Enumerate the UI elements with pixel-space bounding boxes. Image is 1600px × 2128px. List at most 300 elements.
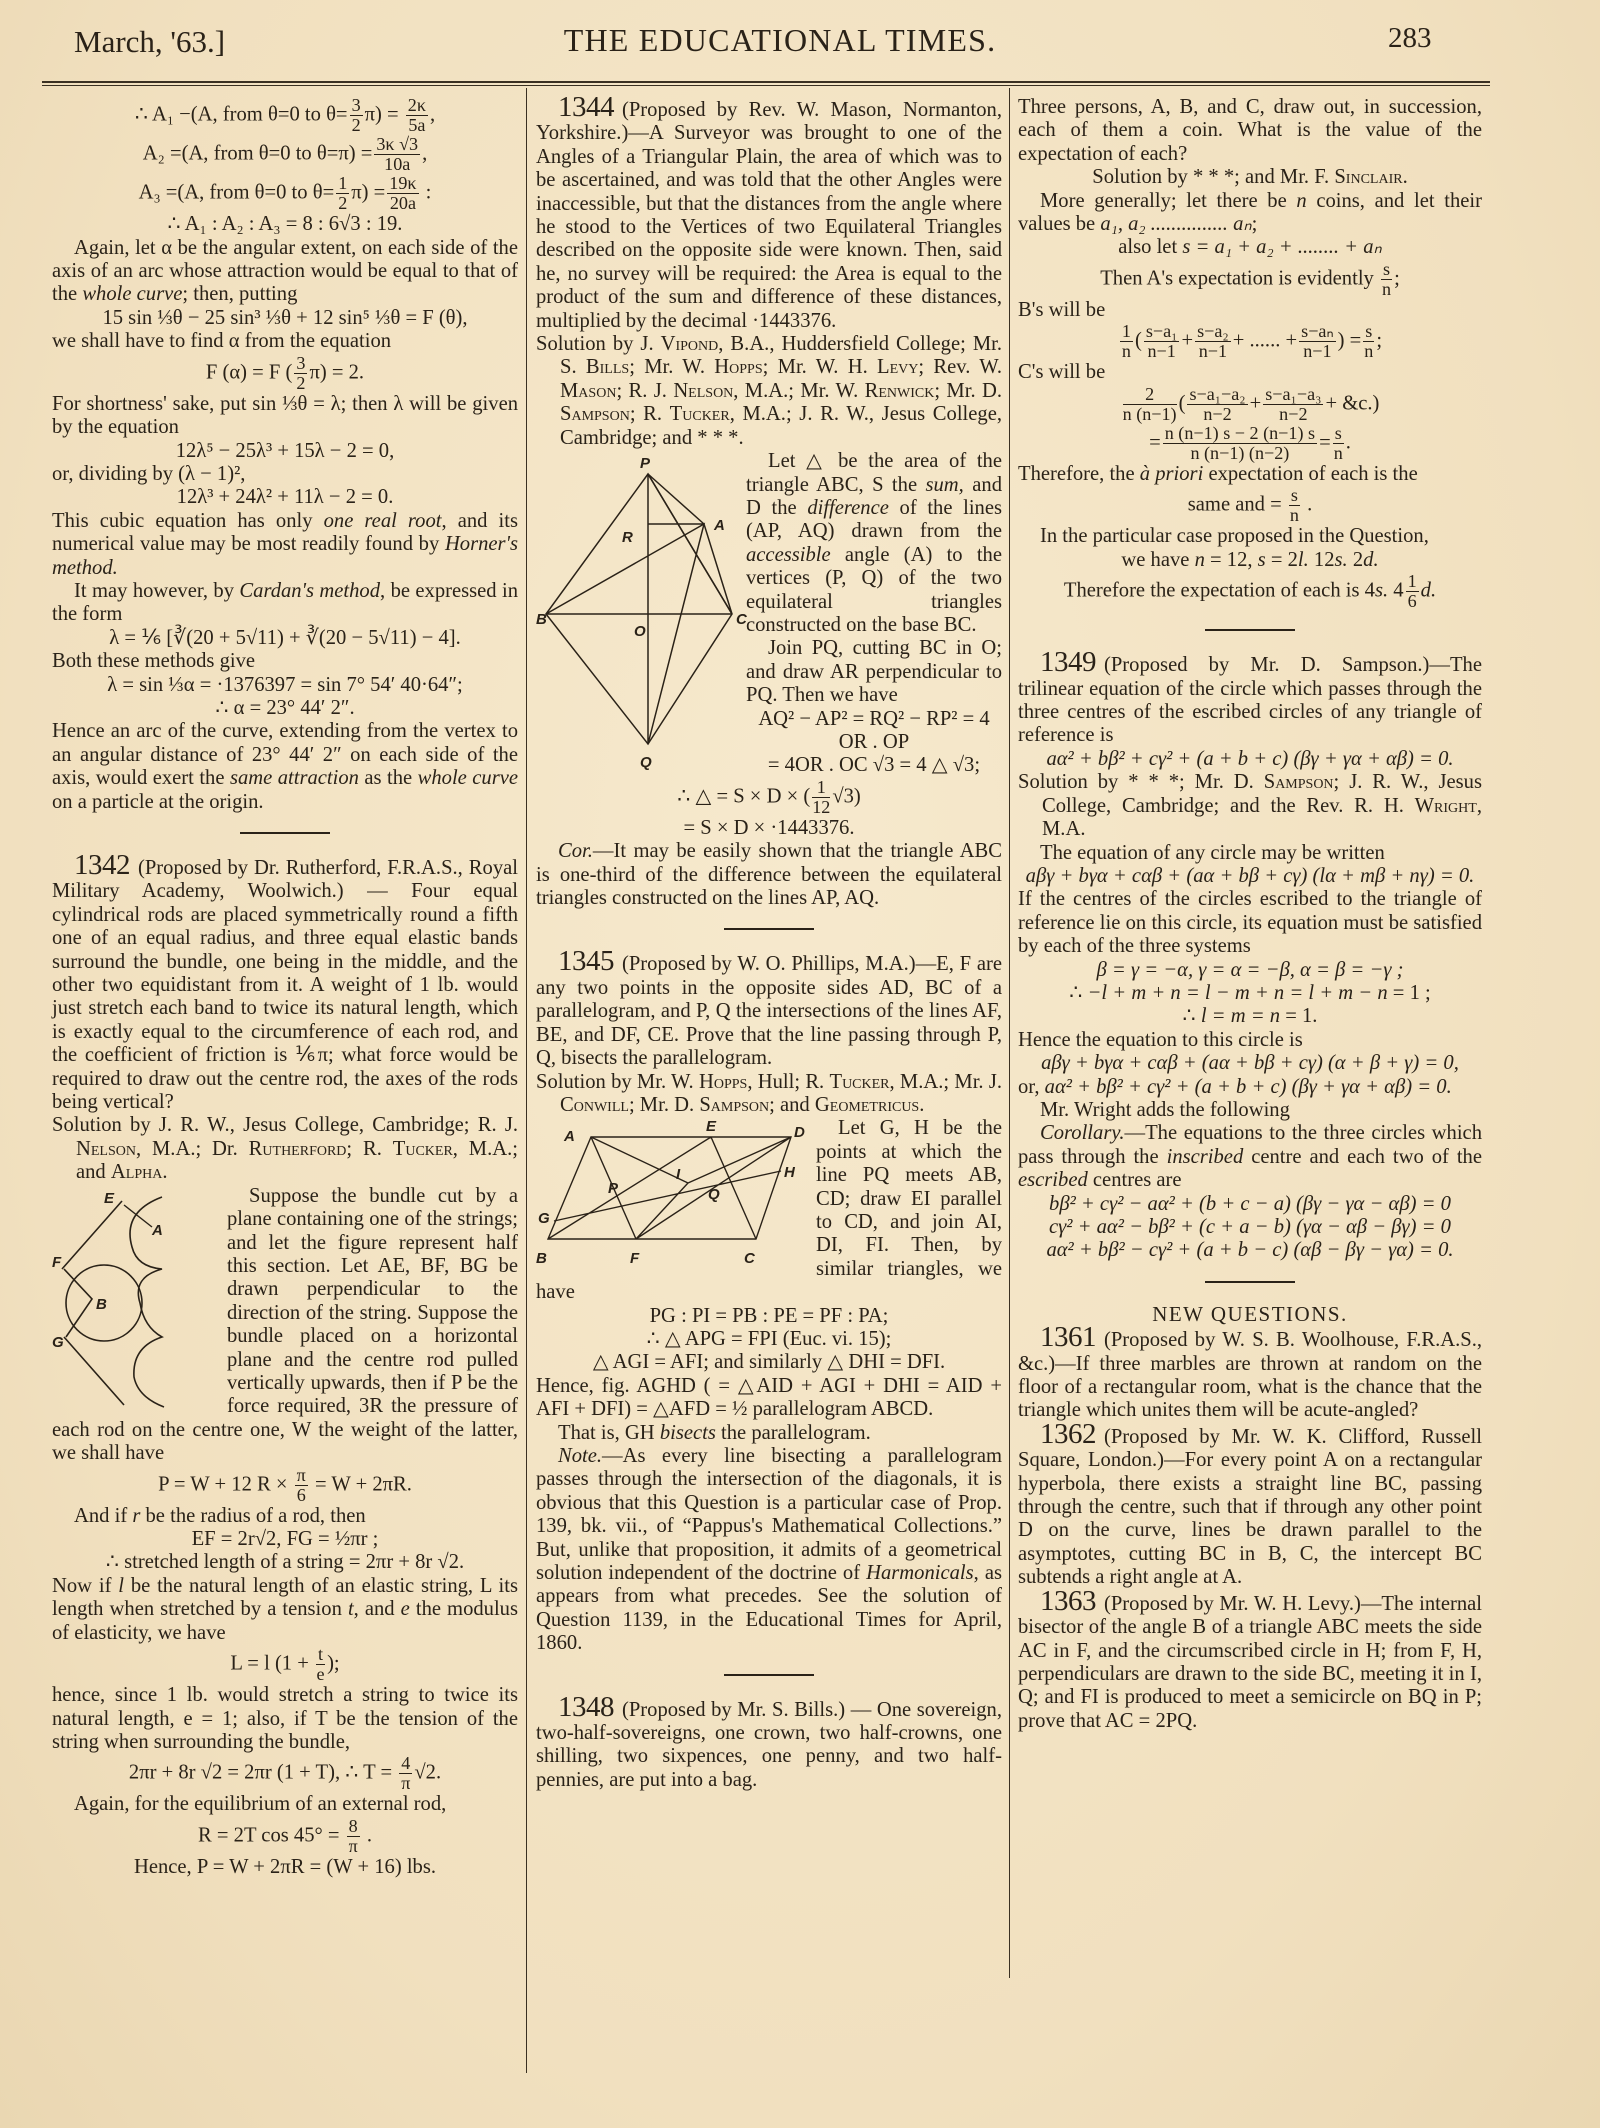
- text-run: , Hull; R.: [747, 1070, 830, 1093]
- small-caps-name: Nelson: [76, 1137, 136, 1160]
- question-1342: [52, 849, 518, 1114]
- equation: [52, 627, 518, 650]
- equation: [52, 1466, 518, 1505]
- paragraph: [1018, 842, 1482, 865]
- equation: [52, 1645, 518, 1684]
- fraction-denominator: n: [1382, 278, 1392, 299]
- fraction-denominator: n−1: [1147, 341, 1176, 362]
- equation: [536, 1305, 1002, 1328]
- small-caps-name: Tucker: [392, 1137, 453, 1160]
- text-run: ; R.: [629, 403, 670, 426]
- text-run: Now if: [52, 1574, 119, 1597]
- text-run: centre and each two of the: [1243, 1145, 1482, 1168]
- fraction-denominator: n (n−1): [1122, 403, 1177, 424]
- equation: [1018, 748, 1482, 771]
- figure-label: B: [536, 611, 547, 629]
- text-run: AQ² − AP² = RQ² − RP² = 4 OR . OP: [758, 707, 990, 753]
- fraction: [812, 778, 830, 817]
- fraction-numerator: s−a₁−a₂: [1189, 383, 1246, 404]
- figure-label: O: [634, 623, 646, 641]
- text-run: ; R.: [346, 1137, 393, 1160]
- paragraph: [536, 840, 1002, 910]
- figure-label: B: [96, 1295, 107, 1313]
- text-run: (Proposed by W. S. B. Woolhouse, F.R.A.S., &c.)—If three marbles are thrown at random on the floor of a rectangular room, what is the chance that the triangle which unites them will be acute-angled?: [1018, 1329, 1482, 1422]
- text-run: 4: [1388, 579, 1404, 602]
- question-number: 1363: [1040, 1584, 1096, 1617]
- fraction: [350, 96, 363, 135]
- fraction: [1289, 486, 1300, 525]
- fraction-denominator: n−2: [1279, 403, 1308, 424]
- equation: [52, 213, 518, 236]
- text-run: —It may be easily shown that the triangle ABC is one-third of the difference between the equilateral triangles constructed on the lines AP, AQ.: [536, 840, 1002, 910]
- issue-date: March, '63.]: [74, 24, 226, 59]
- fraction: [406, 96, 428, 135]
- fraction-numerator: 3κ √3: [376, 134, 419, 155]
- text-run: (Proposed by W. O. Phillips, M.A.)—E, F are any two points in the opposite sides AD, BC of a parallelogram, and P, Q the intersections of the lines AF, BE, and DF, CE. Prove that the line passing through P, Q, bisects the parallelogram.: [536, 953, 1002, 1070]
- page-number: 283: [1388, 22, 1432, 54]
- paragraph: [1018, 1076, 1482, 1099]
- question-1348: [536, 1690, 1002, 1793]
- text-run: = 1.: [1280, 1005, 1318, 1028]
- text-run: .: [919, 1093, 925, 1116]
- fraction: [387, 174, 418, 213]
- fraction-numerator: 2: [1123, 385, 1177, 405]
- italic-text: aα² + bβ² − cγ² + (a + b − c) (αβ − βγ − γα) = 0.: [1046, 1239, 1454, 1262]
- fraction-denominator: n−1: [1198, 341, 1228, 362]
- figure-label: R: [622, 529, 633, 547]
- fraction-denominator: 2: [296, 372, 306, 393]
- small-caps-name: Conwill: [560, 1093, 629, 1116]
- italic-text: Cardan's method: [239, 579, 381, 602]
- equation: [1018, 166, 1482, 189]
- italic-text: aα² + bβ² + cγ² + (a + b + c) (βγ + γα + αβ) = 0.: [1044, 1075, 1452, 1098]
- equation: [1018, 1216, 1482, 1239]
- text-run: λ = sin ⅓α = ·1376397 = sin 7° 54′ 40·64″;: [107, 673, 463, 696]
- text-run: );: [327, 1652, 340, 1675]
- fraction: [1187, 385, 1247, 424]
- text-run: = 2: [1265, 548, 1298, 571]
- figure-label: F: [630, 1250, 640, 1268]
- text-run: 2: [1347, 548, 1364, 571]
- text-run: or,: [1018, 1075, 1045, 1098]
- section-divider: [724, 1674, 814, 1676]
- fraction-numerator: s: [1290, 485, 1298, 506]
- figure-label: C: [736, 611, 747, 629]
- paragraph: [52, 330, 518, 353]
- fraction-denominator: 2: [338, 193, 348, 214]
- fraction-denominator: n: [1289, 505, 1299, 526]
- text-run: Therefore the expectation of each is 4: [1063, 579, 1375, 602]
- equation: [52, 486, 518, 509]
- italic-text: l: [118, 1574, 124, 1597]
- italic-text: escribed: [1018, 1169, 1088, 1192]
- italic-text: −l + m + n = l − m + n = l + m − n: [1087, 981, 1388, 1004]
- italic-text: Cor.: [558, 840, 593, 863]
- text-run: .: [1301, 493, 1313, 516]
- fraction-denominator: 6: [1407, 591, 1417, 612]
- text-run: —As every line bisecting a parallelogram passes through the intersection of the diagonals, it is obvious that this Question is a particular case of Prop. 139, bk. vii., of “Pappus's Mathematical Collections.” But, unlike that proposition, it admits of a geometrical solution independent of the doctrine of: [536, 1445, 1002, 1585]
- text-run: For shortness' sake, put sin ⅓θ = λ; then λ will be given by the equation: [52, 392, 518, 439]
- text-run: , M.A.; Mr. W.: [733, 379, 865, 402]
- solution-credits: [536, 1071, 1002, 1118]
- text-run: —The equations to the three circles which pass through the: [1018, 1122, 1482, 1168]
- solution-credits: [1018, 771, 1482, 841]
- paragraph: [52, 510, 518, 580]
- text-run: ;: [1376, 329, 1383, 352]
- text-run: , and its numerical value may be most readily found by: [52, 509, 518, 556]
- paragraph: [52, 1575, 518, 1645]
- fraction: [374, 135, 420, 174]
- small-caps-name: Hopps: [698, 1070, 748, 1093]
- text-run: Join PQ, cutting BC in O; and draw AR perpendicular to PQ. Then we have: [746, 637, 1002, 707]
- italic-text: s = a₁ + a₂ + ........ + aₙ: [1182, 236, 1382, 259]
- text-run: .: [361, 1824, 372, 1847]
- fraction-numerator: s: [1383, 258, 1391, 279]
- text-run: Then A's expectation is evidently: [1100, 267, 1379, 290]
- equation: [536, 1351, 1002, 1374]
- small-caps-name: Vipond: [660, 333, 719, 356]
- fraction-numerator: 3: [351, 95, 361, 115]
- fraction-denominator: 5a: [408, 115, 426, 136]
- text-run: 12λ³ + 24λ² + 11λ − 2 = 0.: [176, 486, 394, 509]
- fraction-denominator: 12: [812, 796, 831, 817]
- text-run: 12λ⁵ − 25λ³ + 15λ − 2 = 0,: [175, 439, 395, 462]
- paragraph: [536, 1375, 1002, 1422]
- question-number: 1362: [1040, 1417, 1096, 1450]
- equation: [52, 1528, 518, 1551]
- text-run: Hence, P = W + 2πR = (W + 16) lbs.: [133, 1855, 437, 1878]
- fraction: [1381, 260, 1392, 299]
- equation: [536, 1328, 1002, 1351]
- equation: [1018, 1193, 1482, 1216]
- figure-label: Q: [640, 754, 652, 772]
- text-run: also let: [1118, 236, 1183, 259]
- text-run: λ = ⅙ [∛(20 + 5√11) + ∛(20 − 5√11) − 4].: [109, 626, 461, 649]
- text-run: ∴ △ APG = FPI (Euc. vi. 15);: [646, 1327, 892, 1350]
- figure-label: A: [152, 1221, 163, 1239]
- question-number: 1344: [558, 91, 614, 123]
- text-run: Suppose the bundle cut by a plane containing one of the strings; and let the figure represent half this section. Let AE, BF, BG be drawn perpendicular to the direction of the string. Suppose the bundle placed on a horizontal plane and the centre rod pulled vertically upwards, then if P be the force required, 3R the pressure of each rod on the centre one, W the weight of the latter, we shall have: [52, 1184, 518, 1465]
- italic-text: cγ² + aα² − bβ² + (c + a − b) (γα − αβ − βγ) = 0: [1049, 1216, 1451, 1238]
- italic-text: Harmonicals: [866, 1562, 974, 1585]
- figure-label: G: [52, 1333, 64, 1351]
- text-run: ∴: [1182, 1005, 1201, 1028]
- italic-text: same attraction: [229, 767, 359, 790]
- figure-label: Q: [708, 1186, 720, 1204]
- italic-text: r: [132, 1504, 141, 1527]
- italic-text: aβγ + bγα + cαβ + (aα + bβ + cγ) (lα + mβ + nγ) = 0.: [1025, 864, 1475, 887]
- text-run: ; Mr. W.: [629, 356, 715, 379]
- fraction-denominator: n−1: [1303, 341, 1332, 362]
- question-1345: [536, 945, 1002, 1070]
- paragraph: [1018, 361, 1482, 384]
- text-run: (Proposed by Mr. W. H. Levy.)—The internal bisector of the angle B of a triangle ABC meets the side AC in F, and the circumscribed circle in H; from F, H, perpendiculars are drawn to the side BC, meeting it in I, Q; and FI is produced to meet a semicircle on BQ in P; prove that AC = 2PQ.: [1018, 1592, 1482, 1732]
- text-run: A₂ =(A, from θ=0 to θ=π) =: [142, 142, 373, 165]
- fraction: [1195, 322, 1231, 361]
- small-caps-name: Hopps: [714, 356, 763, 379]
- small-caps-name: Sinclair: [1334, 166, 1403, 189]
- text-run: 12: [1308, 548, 1335, 571]
- paragraph: [52, 393, 518, 440]
- text-run: ∴ stretched length of a string = 2πr + 8r √2.: [105, 1551, 465, 1574]
- italic-text: whole curve: [82, 283, 183, 306]
- equation: [1018, 486, 1482, 525]
- text-run: ; Mr. W. H.: [762, 356, 878, 379]
- small-caps-name: Wright: [1414, 794, 1477, 817]
- text-run: √2.: [414, 1761, 442, 1784]
- fraction-numerator: s−aₙ: [1301, 321, 1334, 342]
- paragraph: [52, 237, 518, 307]
- text-run: hence, since 1 lb. would stretch a string to twice its natural length, e = 1; also, if T be the tension of the string when surrounding the bundle,: [52, 1684, 518, 1753]
- text-run: + &c.): [1325, 392, 1380, 415]
- small-caps-name: Rutherford: [248, 1137, 347, 1160]
- fraction-denominator: n: [1364, 341, 1374, 362]
- text-run: F (α) = F (: [205, 360, 293, 383]
- fraction-numerator: s−a₁−a₃: [1265, 383, 1322, 404]
- text-run: The equation of any circle may be written: [1040, 841, 1385, 864]
- text-run: , M.A.: [1042, 794, 1482, 841]
- equation: [52, 354, 518, 393]
- fraction-numerator: π: [296, 1464, 306, 1485]
- text-run: and D the: [746, 473, 1002, 519]
- text-run: + ...... +: [1232, 329, 1298, 352]
- text-run: π) = 2.: [309, 360, 365, 383]
- fraction-denominator: π: [401, 1773, 411, 1794]
- equation: [52, 1754, 518, 1793]
- fraction-numerator: s−a₂: [1197, 321, 1229, 342]
- small-caps-name: Geometricus: [814, 1093, 920, 1116]
- equation: [52, 174, 518, 213]
- text-run: ; J. R. W., Jesus College, Cambridge; and the Rev. R. H.: [1042, 771, 1482, 817]
- solution-credits: [52, 1114, 518, 1184]
- section-divider: [1205, 629, 1295, 631]
- fraction-denominator: e: [316, 1664, 325, 1685]
- text-run: Mr. Wright adds the following: [1040, 1098, 1290, 1121]
- figure-label: H: [784, 1164, 795, 1182]
- text-run: .: [162, 1161, 168, 1184]
- text-run: ; Mr. D.: [934, 379, 1002, 402]
- fraction-numerator: 1: [1407, 571, 1417, 592]
- equation: [52, 307, 518, 330]
- paragraph: [52, 1793, 518, 1816]
- fraction-denominator: π: [348, 1835, 358, 1856]
- text-run: +: [1181, 329, 1194, 352]
- text-run: coins, and let their values be: [1018, 189, 1482, 236]
- text-run: the parallelogram.: [715, 1421, 871, 1444]
- italic-text: e: [400, 1598, 410, 1621]
- column-right: [1018, 96, 1482, 1733]
- fraction: [1263, 385, 1323, 424]
- italic-text: à priori: [1139, 462, 1204, 485]
- text-run: Solution by * * *; and Mr. F.: [1092, 166, 1335, 189]
- text-run: EF = 2r√2, FG = ½πr ;: [191, 1528, 379, 1551]
- text-run: Again, for the equilibrium of an external rod,: [74, 1793, 447, 1816]
- text-run: (Proposed by Mr. W. K. Clifford, Russell Square, London.)—For every point A on a rectangular hyperbola, there exists a straight line BC, passing through the centre, such that if through any other point D on the curve, lines be drawn parallel to the asymptotes, cutting BC in B, C, the intercept BC subtends a right angle at A.: [1018, 1425, 1482, 1589]
- text-run: , be expressed in the form: [52, 579, 519, 626]
- text-run: ;: [1251, 213, 1258, 236]
- paragraph: [1018, 299, 1482, 322]
- text-run: :: [420, 181, 432, 204]
- paragraph: [52, 650, 518, 673]
- small-caps-name: Nelson: [673, 379, 734, 402]
- paragraph: [1018, 1122, 1482, 1192]
- fraction-denominator: 2: [351, 115, 361, 136]
- italic-text: whole curve: [417, 767, 519, 790]
- text-run: , M.A.; Dr.: [135, 1137, 249, 1160]
- text-run: P = W + 12 R ×: [158, 1472, 293, 1495]
- text-run: , and: [353, 1598, 401, 1621]
- text-run: Three persons, A, B, and C, draw out, in succession, each of them a coin. What is the value of the expectation of each?: [1018, 96, 1482, 165]
- text-run: This cubic equation has only: [52, 509, 324, 532]
- question-1344: [536, 91, 1002, 333]
- text-run: , M.A.; J. R. W., Jesus College, Cambridge; and * * *.: [560, 403, 1002, 449]
- question-1362: [1018, 1417, 1482, 1590]
- italic-text: accessible: [746, 543, 831, 566]
- italic-text: s.: [1334, 548, 1348, 571]
- fraction-denominator: 6: [296, 1484, 306, 1505]
- paragraph: [536, 1445, 1002, 1656]
- equation: [52, 1817, 518, 1856]
- paragraph: [52, 1505, 518, 1528]
- fraction: [294, 354, 307, 393]
- paragraph: [1018, 888, 1482, 958]
- paragraph: [1018, 96, 1482, 166]
- fraction-denominator: n (n−1) (n−2): [1190, 442, 1290, 463]
- small-caps-name: Tucker: [669, 403, 730, 426]
- fraction-numerator: s−a₁: [1145, 321, 1178, 342]
- text-run: angle (A) to the vertices (P, Q) of the two equilateral triangles constructed on the base BC.: [746, 543, 1002, 636]
- text-run: It may however, by: [74, 579, 240, 602]
- equation: [1018, 1052, 1482, 1075]
- italic-text: inscribed: [1166, 1145, 1244, 1168]
- figure-label: D: [794, 1124, 805, 1142]
- text-run: R = 2T cos 45° =: [198, 1824, 345, 1847]
- section-divider: [240, 832, 330, 834]
- text-run: .: [1345, 431, 1351, 454]
- text-run: = S × D × ·1443376.: [683, 816, 855, 839]
- paragraph: [1018, 190, 1482, 237]
- text-run: If the centres of the circles escribed to the triangle of reference lie on this circle, its equation must be satisfied by each of the three systems: [1018, 888, 1482, 958]
- text-run: NEW QUESTIONS.: [1152, 1301, 1348, 1326]
- italic-text: aβγ + bγα + cαβ + (aα + bβ + cγ) (α + β + γ) = 0,: [1041, 1052, 1459, 1075]
- equation: [1018, 865, 1482, 888]
- text-run: And if: [74, 1504, 133, 1527]
- text-run: 15 sin ⅓θ − 25 sin³ ⅓θ + 12 sin⁵ ⅓θ = F (θ),: [102, 306, 468, 329]
- text-run: (Proposed by Rev. W. Mason, Normanton, Yorkshire.)—A Surveyor was brought to one of the Angles of a Triangular Plain, the area of which was to be ascertained, and was told that the other Angles were inaccessible, but that the distances from the angle where he stood to the Vertices of two Equilateral Triangles described on the opposite side were known. Then, said he, no survey will be required: the Area is equal to the product of the sum and difference of these distances, multiplied by the decimal ·1443376.: [536, 99, 1002, 332]
- text-run: △ AGI = AFI; and similarly △ DHI = DFI.: [592, 1351, 946, 1374]
- question-number: 1349: [1040, 646, 1096, 679]
- fraction-numerator: 1: [338, 173, 348, 194]
- text-run: as the: [358, 767, 418, 790]
- equation: [1018, 549, 1482, 572]
- fraction: [316, 1645, 325, 1684]
- fraction: [1333, 424, 1344, 463]
- text-run: ; Rev. W.: [918, 356, 1002, 379]
- small-caps-name: Mason: [560, 379, 617, 402]
- paragraph: [52, 580, 518, 627]
- text-run: Hence the equation to this circle is: [1018, 1028, 1303, 1051]
- text-run: =: [1319, 431, 1331, 454]
- fraction-denominator: n: [1333, 442, 1343, 463]
- italic-text: difference: [807, 496, 889, 519]
- fraction: [399, 1754, 412, 1793]
- text-run: on a particle at the origin.: [52, 790, 264, 813]
- text-run: Solution by J. R. W., Jesus College, Cambridge; R. J.: [52, 1114, 518, 1137]
- text-run: = W + 2πR.: [309, 1472, 412, 1495]
- fraction: [1363, 322, 1374, 361]
- equation: [1018, 982, 1482, 1005]
- fraction-numerator: 1: [812, 778, 830, 798]
- small-caps-name: Tucker: [829, 1070, 890, 1093]
- equation: [52, 674, 518, 697]
- question-number: 1342: [74, 849, 130, 881]
- text-run: Both these methods give: [52, 650, 256, 673]
- text-run: centres are: [1087, 1169, 1182, 1192]
- text-run: we have: [1121, 548, 1195, 571]
- text-run: ,: [429, 103, 436, 126]
- text-run: same and =: [1187, 493, 1287, 516]
- equation: [1018, 236, 1482, 259]
- italic-text: n: [1296, 189, 1307, 212]
- italic-text: s: [1257, 548, 1266, 571]
- text-run: A₃ =(A, from θ=0 to θ=: [138, 181, 335, 204]
- text-run: expectation of each is the: [1203, 462, 1418, 485]
- masthead-title: THE EDUCATIONAL TIMES.: [563, 22, 997, 58]
- figure-label: A: [564, 1128, 575, 1146]
- small-caps-name: Bills: [585, 356, 630, 379]
- text-run: .: [1402, 166, 1408, 189]
- fraction-numerator: s: [1365, 321, 1373, 342]
- text-run: ∴ α = 23° 44′ 2″.: [215, 696, 355, 719]
- text-run: , M.A.; and: [76, 1137, 519, 1184]
- question-number: 1345: [558, 945, 614, 978]
- equation: [1018, 572, 1482, 611]
- paragraph: [1018, 1029, 1482, 1052]
- text-run: More generally; let there be: [1040, 189, 1297, 212]
- text-run: ; then, putting: [182, 283, 298, 306]
- small-caps-name: Sampson: [560, 403, 630, 426]
- italic-text: one real root: [323, 509, 442, 532]
- fraction-numerator: t: [318, 1644, 324, 1665]
- equation: [1018, 260, 1482, 299]
- italic-text: β = γ = −α, γ = α = −β, α = β = −γ ;: [1096, 958, 1404, 981]
- text-run: ; R. J.: [616, 379, 674, 402]
- paragraph: [52, 463, 518, 486]
- italic-text: l.: [1297, 548, 1309, 571]
- text-run: be the natural length of an elastic string, L its length when stretched by a tension: [52, 1574, 518, 1621]
- equation: [1018, 1239, 1482, 1262]
- text-run: Solution by Mr. W.: [536, 1070, 699, 1093]
- figure-label: E: [706, 1118, 717, 1136]
- equation: [1018, 959, 1482, 982]
- column-divider: [526, 88, 527, 2073]
- fraction: [295, 1466, 308, 1505]
- bundle-figure: [52, 1187, 217, 1412]
- figure-label: A: [714, 517, 725, 535]
- italic-text: l = m = n: [1200, 1005, 1281, 1028]
- figure-label: E: [104, 1189, 115, 1207]
- fraction-numerator: s: [1334, 422, 1342, 443]
- question-number: 1348: [558, 1690, 614, 1723]
- fraction: [1120, 322, 1133, 361]
- paragraph: [1018, 525, 1482, 548]
- paragraph: [52, 1684, 518, 1754]
- text-run: of the lines (AP, AQ) drawn from the: [746, 496, 1003, 543]
- figure-label: B: [536, 1250, 547, 1268]
- text-run: or, dividing by (λ − 1)²,: [52, 462, 246, 485]
- question-1361: [1018, 1321, 1482, 1423]
- text-run: 2πr + 8r √2 = 2πr (1 + T), ∴ T =: [128, 1761, 398, 1784]
